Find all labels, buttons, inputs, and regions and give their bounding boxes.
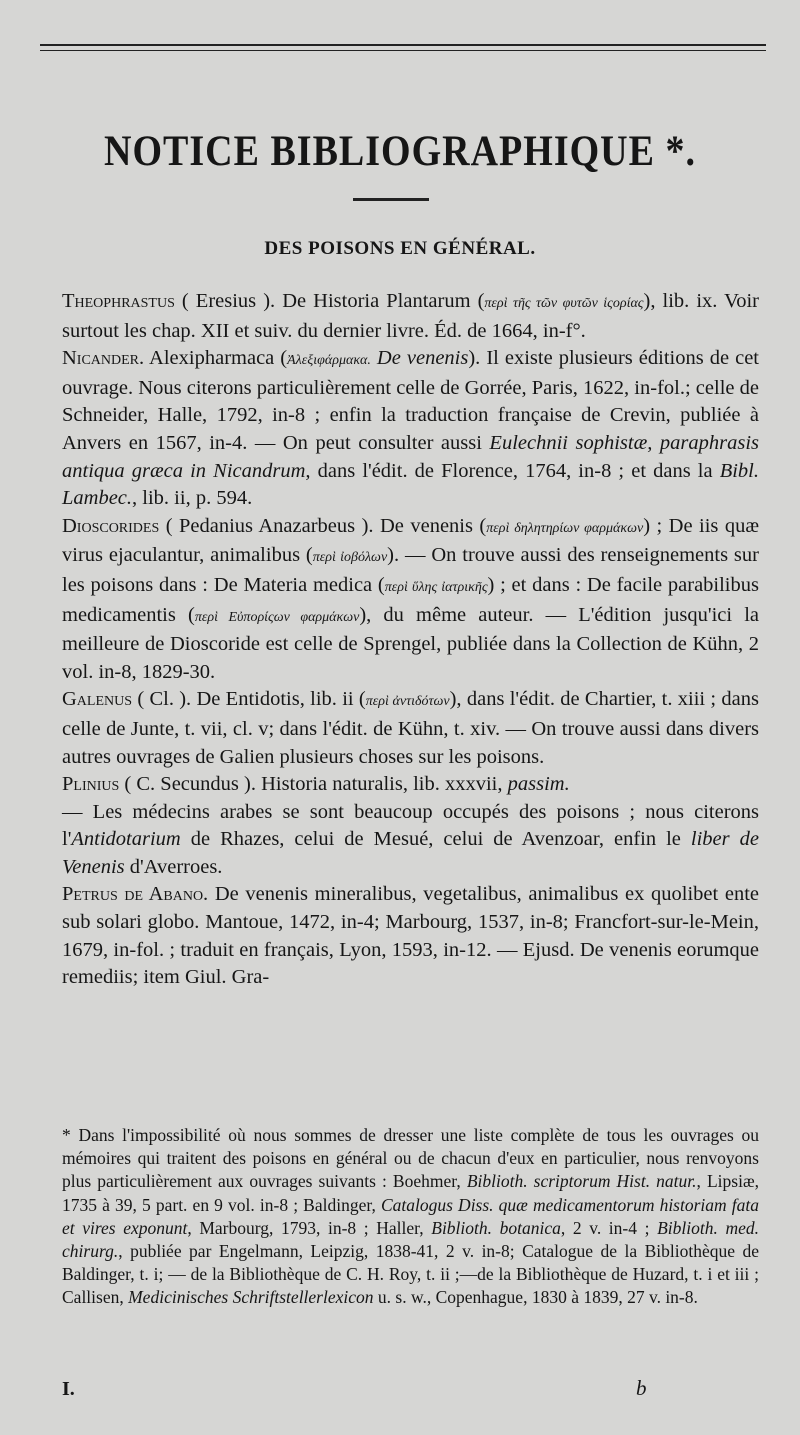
entry-galenus: Galenus ( Cl. ). De Entidotis, lib. ii (περὶ ἀντιδότων), dans l'édit. de Chartier, t. xiii ; dans celle de Junte, t. vii, cl. v; dans l'édit. de Kühn, t. xiv. — On trouve aussi dans divers autres ouvrages de Galien plusieurs choses sur les poisons. <box>62 688 759 768</box>
entry-author: Plinius <box>62 773 120 796</box>
greek-title: περὶ δηλητηρίων φαρμάκων <box>486 520 644 536</box>
footnote <box>62 1124 759 1310</box>
entry-petrus-de-abano: Petrus de Abano. De venenis mineralibus, vegetalibus, animalibus ex quolibet ente sub solari globo. Mantoue, 1472, in-4; Marbourg, 1537, in-8; Francfort-sur-le-Mein, 1679, in-fol. ; traduit en français, Lyon, 1593, in-12. — Ejusd. De venenis eorumque remediis; item Giul. Gra- <box>62 883 759 989</box>
section-subtitle: DES POISONS EN GÉNÉRAL. <box>264 238 536 259</box>
entry-author: Dioscorides <box>62 514 160 537</box>
greek-title: περὶ ὕλης ἰατρικῆς <box>384 579 488 595</box>
entry-theophrastus: Theophrastus ( Eresius ). De Historia Plantarum (περὶ τῆς τῶν φυτῶν ἱςορίας), lib. ix. Voir surtout les chap. XII et suiv. du dernier livre. Éd. de 1664, in-f°. <box>62 290 760 342</box>
entry-plinius: Plinius ( C. Secundus ). Historia naturalis, lib. xxxvii, passim. <box>62 773 570 796</box>
entry-author: Galenus <box>62 688 133 711</box>
entry-arab-physicians: — Les médecins arabes se sont beaucoup occupés des poisons ; nous citerons l'Antidotarium de Rhazes, celui de Mesué, celui de Avenzoar, enfin le liber de Venenis d'Averroes. <box>62 800 759 878</box>
top-rule-thin <box>40 50 766 51</box>
greek-title: περὶ ἀντιδότων <box>365 694 450 710</box>
greek-title: Ἀλεξιφάρμακα. <box>287 353 371 369</box>
main-text <box>62 288 759 992</box>
entry-author: Theophrastus <box>62 290 175 312</box>
greek-title: περὶ ἰοβόλων <box>312 550 388 566</box>
page-title: NOTICE BIBLIOGRAPHIQUE *. <box>104 127 696 176</box>
signature-mark-right: b <box>636 1376 647 1400</box>
entry-author: Petrus de Abano. <box>62 883 209 906</box>
signature-mark-left: I. <box>62 1378 75 1400</box>
greek-title: περὶ Εὐπορίςων φαρμάκων <box>194 609 360 625</box>
entry-nicander: Nicander. Alexipharmaca (Ἀλεξιφάρμακα. De venenis). Il existe plusieurs éditions de cet ouvrage. Nous citerons particulièrement celle de Gorrée, Paris, 1622, in-fol.; celle de Schneider, Halle, 1792, in-8 ; enfin la traduction française de Crevin, publiée à Anvers en 1567, in-4. — On peut consulter aussi Eulechnii sophistæ, paraphrasis antiqua græca in Nicandrum, dans l'édit. de Florence, 1764, in-8 ; et dans la Bibl. Lambec., lib. ii, p. 594. <box>62 347 760 510</box>
entry-author: Nicander. <box>62 347 145 370</box>
footnote-text: * Dans l'impossibilité où nous sommes de dresser une liste complète de tous les ouvrages ou mémoires qui traitent des poisons en général ou de chacun d'eux en particulier, nous renvoyons plus particulièrement aux ouvrages suivants : Boehmer, Biblioth. scriptorum Hist. natur., Lipsiæ, 1735 à 39, 5 part. en 9 vol. in-8 ; Baldinger, Catalogus Diss. quæ medicamentorum historiam fata et vires exponunt, Marbourg, 1793, in-8 ; Haller, Biblioth. botanica, 2 v. in-4 ; Biblioth. med. chirurg., publiée par Engelmann, Leipzig, 1838-41, 2 v. in-8; Catalogue de la Bibliothèque de Baldinger, t. i; — de la Bibliothèque de C. H. Roy, t. ii ;—de la Bibliothèque de Huzard, t. i et iii ; Callisen, Medicinisches Schriftstellerlexicon u. s. w., Copenhague, 1830 à 1839, 27 v. in-8. <box>62 1125 759 1308</box>
title-divider <box>353 198 429 201</box>
entry-dioscorides: Dioscorides ( Pedanius Anazarbeus ). De venenis (περὶ δηλητηρίων φαρμάκων) ; De iis quæ virus ejaculantur, animalibus (περὶ ἰοβόλων). — On trouve aussi des renseignements sur les poisons dans : De Materia medica (περὶ ὕλης ἰατρικῆς) ; et dans : De facile parabilibus medicamentis (περὶ Εὐπορίςων φαρμάκων), du même auteur. — L'édition jusqu'ici la meilleure de Dioscoride est celle de Sprengel, publiée dans la Collection de Kühn, 2 vol. in-8, 1829-30. <box>62 514 760 683</box>
top-rule <box>40 44 766 46</box>
greek-title: περὶ τῆς τῶν φυτῶν ἱςορίας <box>484 296 644 311</box>
